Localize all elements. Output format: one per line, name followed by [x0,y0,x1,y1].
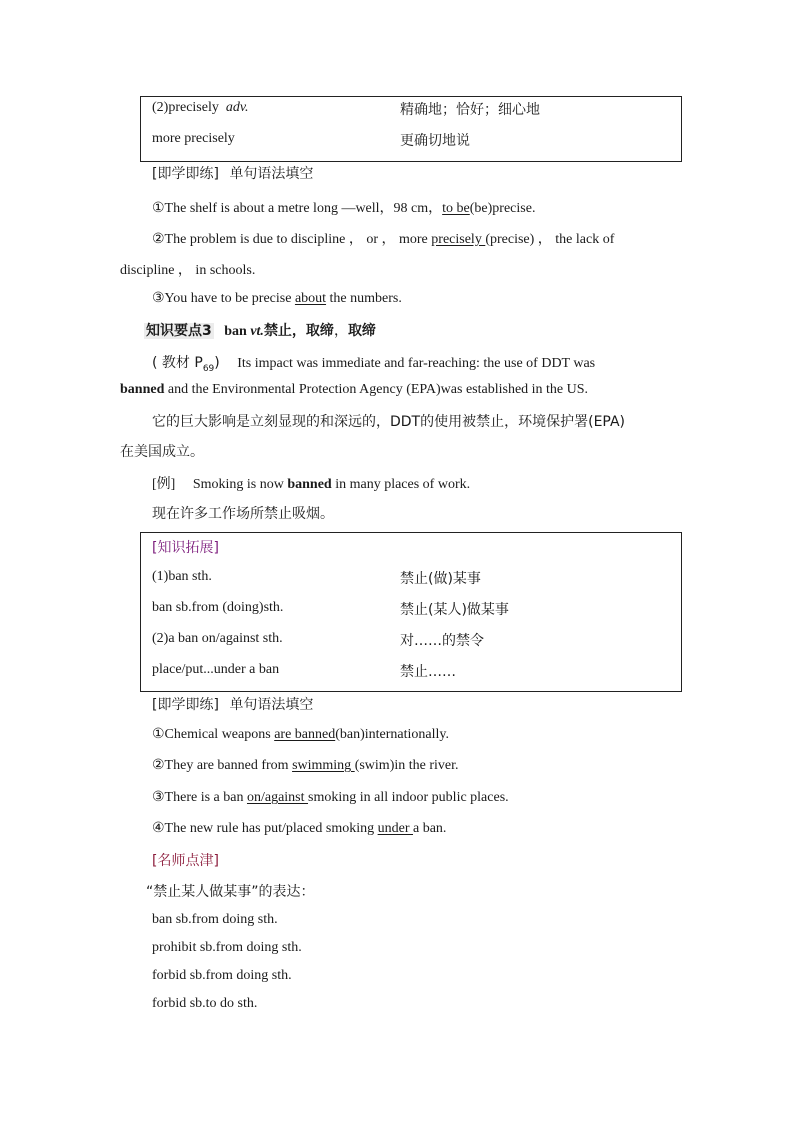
p2q3-answer: on/against [246,790,309,805]
ext-row4-right: 禁止…… [400,664,456,680]
translation-line2: 在美国成立。 [120,444,204,460]
practice1-q1 [152,197,535,217]
example-label: [例] [152,477,176,492]
ext-row3-left: (2)a ban on/against sth. [152,631,283,646]
tip-line-3: forbid sb.from doing sth. [152,968,292,983]
practice1-heading [152,163,313,183]
example-text-before: Smoking is now [192,477,288,492]
tip-line-1: ban sb.from doing sth. [152,912,278,927]
point3-heading: 知识要点3 ban vt.禁止，取缔，取缔 [146,323,376,339]
example-banned: banned [287,477,332,492]
practice2-title: 单句语法填空 [229,697,314,713]
practice1-bracket: [即学即练] [152,166,219,182]
teacher-tip-heading: [名师点津] [152,853,219,869]
more-precisely-meaning: 更确切地说 [400,133,470,149]
practice2-bracket: [即学即练] [152,697,219,713]
q2-text-after: (precise) ， the lack of [485,232,615,247]
point3-pos-vt: vt. [250,324,264,339]
ext-row1-right: 禁止(做)某事 [400,571,481,587]
practice1-q2 [152,228,673,248]
p2q1-answer: are banned [274,727,336,742]
p2q1-text-after: (ban)internationally. [335,727,449,742]
p2q4-text-before: ④The new rule has put/placed smoking [152,821,378,836]
source-label: ( 教材 $P_{69}$) [152,355,220,374]
ext-row2-right: 禁止(某人)做某事 [400,602,509,618]
more-precisely-entry: more precisely [152,131,235,146]
p2q2-text-before: ②They are banned from [152,758,293,773]
p2q3-text-after: smoking in all indoor public places. [308,790,509,805]
ext-row3-right: 对……的禁令 [400,633,484,649]
tip-line-2: prohibit sb.from doing sth. [152,940,302,955]
practice1-title: 单句语法填空 [229,166,314,182]
example-translation: 现在许多工作场所禁止吸烟。 [152,506,334,522]
point3-meaning-vt: 禁止，取缔 [263,323,334,339]
practice2-q2 [152,757,459,774]
precisely-pos: adv. [225,100,249,115]
p2q2-answer: swimming [292,758,355,773]
practice1-q3 [152,290,402,307]
translation-line1: 它的巨大影响是立刻显现的和深远的，DDT的使用被禁止，环境保护署(EPA) [152,414,626,430]
q1-text-after: (be)precise. [469,201,536,216]
source-sentence-line2 [120,382,588,398]
q3-answer: about [294,291,327,306]
point3-word: ban [224,324,247,339]
point3-source-line [152,352,673,374]
tip-line-4: forbid sb.to do sth. [152,996,258,1011]
example-line [152,473,470,493]
q1-text-before: ①The shelf is about a metre long —well，98 cm， [152,201,443,216]
source-sentence-line1: Its impact was immediate and far-reaching: the use of DDT was [237,356,596,371]
practice1-q2-line2: discipline ， in schools. [120,263,256,278]
p2q4-text-after: a ban. [413,821,447,836]
point3-label: 知识要点3 [146,323,212,339]
p2q2-text-after: (swim)in the river. [354,758,459,773]
practice2-q4 [152,820,446,837]
knowledge-extension-heading: [知识拓展] [152,540,219,556]
precisely-meaning: 精确地；恰好；细心地 [400,102,540,118]
ext-row4-left: place/put...under a ban [152,662,280,677]
example-text-after: in many places of work. [331,477,471,492]
ext-row1-left: (1)ban sth. [152,569,212,584]
precisely-word: (2)precisely [152,100,219,115]
practice2-q3 [152,789,509,806]
precisely-entry [152,100,249,116]
source-banned: banned [120,382,165,397]
q2-text-before: ②The problem is due to discipline ， or ， more [152,232,432,247]
p2q4-answer: under [377,821,413,836]
p2q3-text-before: ③There is a ban [152,790,247,805]
q3-text-after: the numbers. [326,291,402,306]
q1-answer: to be [442,201,470,216]
q2-answer: precisely [431,232,486,247]
q3-text-before: ③You have to be precise [152,291,295,306]
ext-row2-left: ban sb.from (doing)sth. [152,600,284,615]
practice2-heading [152,694,313,714]
p2q1-text-before: ①Chemical weapons [152,727,275,742]
practice2-q1 [152,726,449,743]
source-sentence-rest: and the Environmental Protection Agency (EPA)was established in the US. [164,382,589,397]
teacher-tip-intro: “禁止某人做某事”的表达： [146,884,315,900]
